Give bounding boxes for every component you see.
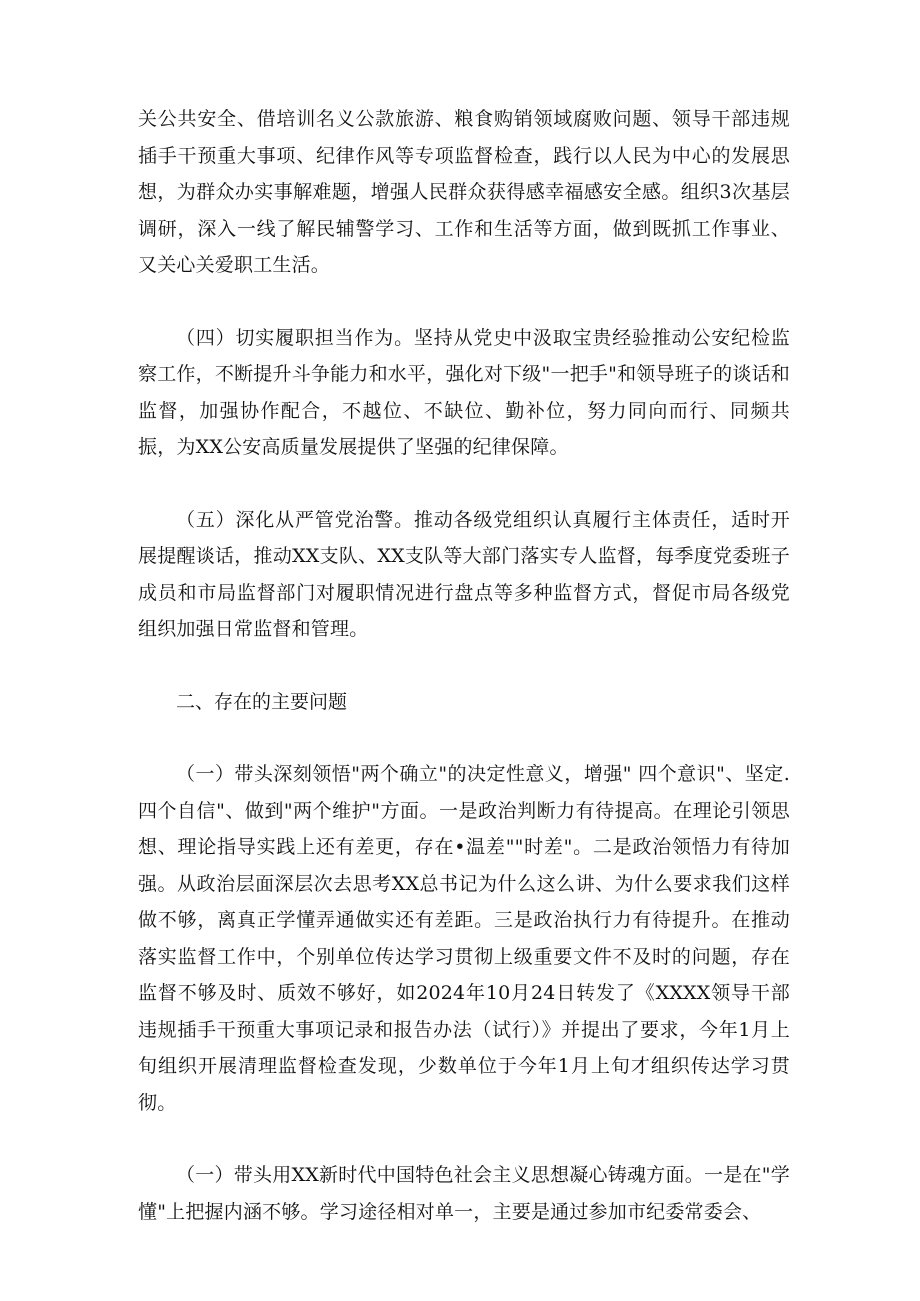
paragraph-problem-one-continued: （一）带头用XX新时代中国特色社会主义思想凝心铸魂方面。一是在"学懂"上把握内涵不够。学习途径相对单一，主要是通过参加市纪委常委会、 xyxy=(138,1164,790,1223)
paragraph-gap xyxy=(138,720,790,756)
paragraph-gap xyxy=(138,1121,790,1157)
paragraph-section-four: （四）切实履职担当作为。坚持从党史中汲取宝贵经验推动公安纪检监察工作，不断提升斗争能力和水平，强化对下级"一把手"和领导班子的谈话和监督，加强协作配合，不越位、不缺位、勤补位，努力同向而行、同频共振，为XX公安高质量发展提供了坚强的纪律保障。 xyxy=(138,326,790,458)
section-heading-problems: 二、存在的主要问题 xyxy=(176,690,348,713)
document-page xyxy=(138,101,790,1230)
paragraph-section-five: （五）深化从严管党治警。推动各级党组织认真履行主体责任，适时开展提醒谈话，推动XX支队、XX支队等大部门落实专人监督，每季度党委班子成员和市局监督部门对履职情况进行盘点等多种监督方式，督促市局各级党组织加强日常监督和管理。 xyxy=(138,508,790,640)
paragraph-gap xyxy=(138,466,790,502)
paragraph-gap xyxy=(138,284,790,320)
paragraph-public-safety: 关公共安全、借培训名义公款旅游、粮食购销领域腐败问题、领导干部违规插手干预重大事项、纪律作风等专项监督检查，践行以人民为中心的发展思想，为群众办实事解难题，增强人民群众获得感幸福感安全感。组织3次基层调研，深入一线了解民辅警学习、工作和生活等方面，做到既抓工作事业、又关心关爱职工生活。 xyxy=(138,108,790,276)
paragraph-problem-one: （一）带头深刻领悟"两个确立"的决定性意义，增强" 四个意识"、坚定.四个自信"、做到"两个维护"方面。一是政治判断力有待提高。在理论引领思想、理论指导实践上还有差更，存在•温差""时差"。二是政治领悟力有待加强。从政治层面深层次去思考XX总书记为什么这么讲、为什么要求我们这样做不够，离真正学懂弄通做实还有差距。三是政治执行力有待提升。在推动落实监督工作中，个别单位传达学习贯彻上级重要文件不及时的问题，存在监督不够及时、质效不够好，如2024年10月24日转发了《XXXX领导干部违规插手干预重大事项记录和报告办法（试行）》并提出了要求，今年1月上旬组织开展清理监督检查发现，少数单位于今年1月上旬才组织传达学习贯彻。 xyxy=(138,763,790,1114)
paragraph-gap xyxy=(138,648,790,684)
